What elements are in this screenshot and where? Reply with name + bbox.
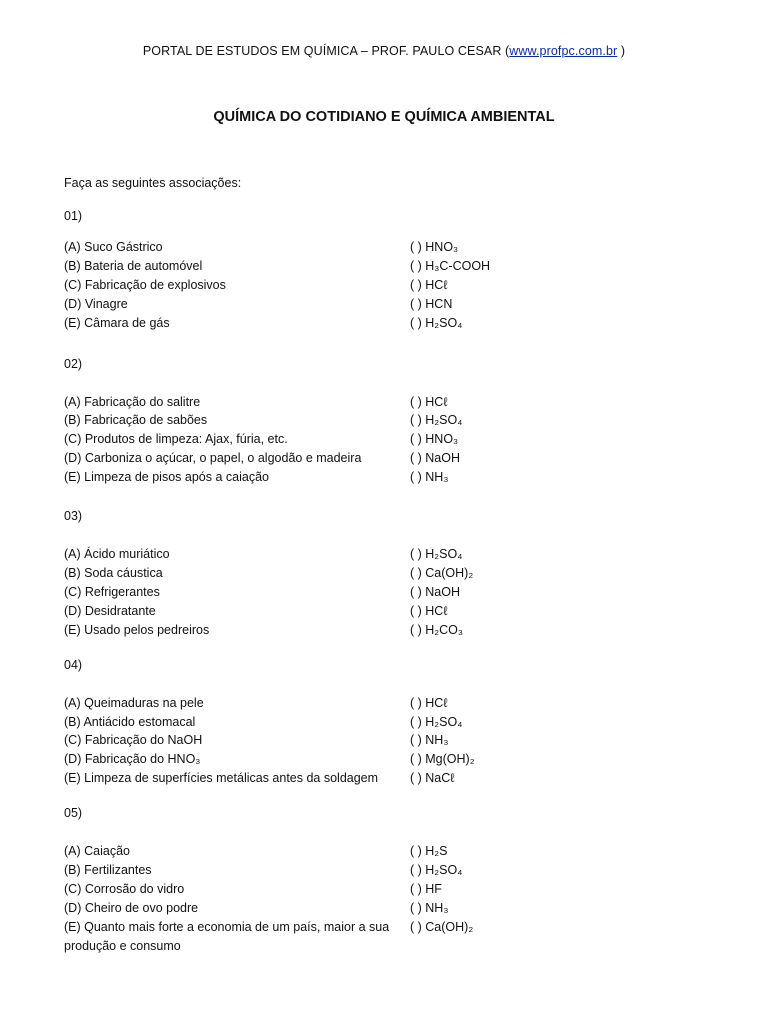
answer-blank-item[interactable]: ( ) H₂SO₄	[410, 863, 463, 878]
exercise-section	[64, 656, 714, 789]
answer-blank-item[interactable]: ( ) H₂SO₄	[410, 413, 463, 428]
association-item: (C) Produtos de limpeza: Ajax, fúria, etc.	[64, 432, 288, 447]
association-columns	[64, 238, 714, 333]
column-a	[64, 545, 410, 640]
page-header	[0, 44, 768, 58]
column-a	[64, 393, 410, 488]
answer-blank-item[interactable]: ( ) H₂CO₃	[410, 622, 463, 637]
association-item: (A) Caiação	[64, 844, 130, 859]
answer-blank-item[interactable]: ( ) HF	[410, 881, 442, 896]
exercise-section	[64, 507, 714, 640]
association-item: (E) Quanto mais forte a economia de um país, maior a sua produção e consumo	[64, 919, 390, 953]
exercise-section	[64, 207, 714, 333]
association-item: (B) Bateria de automóvel	[64, 258, 203, 273]
association-item: (D) Desidratante	[64, 603, 156, 618]
answer-blank-item[interactable]: ( ) H₂SO₄	[410, 315, 463, 330]
association-item: (A) Ácido muriático	[64, 547, 170, 562]
column-b	[410, 694, 475, 789]
answer-blank-item[interactable]: ( ) Mg(OH)₂	[410, 752, 475, 767]
association-item: (E) Limpeza de superfícies metálicas antes da soldagem	[64, 771, 379, 786]
column-b	[410, 238, 490, 333]
exercise-list	[64, 207, 714, 956]
association-item: (A) Queimaduras na pele	[64, 695, 204, 710]
association-item: (D) Vinagre	[64, 296, 128, 311]
answer-blank-item[interactable]: ( ) HNO₃	[410, 432, 459, 447]
answer-blank-item[interactable]: ( ) H₂SO₄	[410, 714, 463, 729]
answer-blank-item[interactable]: ( ) H₃C-COOH	[410, 258, 491, 273]
association-item: (C) Fabricação do NaOH	[64, 733, 203, 748]
column-a	[64, 842, 410, 955]
answer-blank-item[interactable]: ( ) Ca(OH)₂	[410, 919, 474, 934]
answer-blank-item[interactable]: ( ) HCN	[410, 296, 453, 311]
association-item: (E) Usado pelos pedreiros	[64, 622, 210, 637]
answer-blank-item[interactable]: ( ) HCℓ	[410, 277, 448, 292]
answer-blank-item[interactable]: ( ) NH₃	[410, 900, 449, 915]
answer-blank-item[interactable]: ( ) HNO₃	[410, 240, 459, 254]
association-item: (C) Corrosão do vidro	[64, 881, 185, 896]
exercise-section	[64, 355, 714, 488]
association-item: (B) Antiácido estomacal	[64, 714, 196, 729]
column-b	[410, 393, 462, 488]
exercise-number: 02)	[64, 356, 83, 371]
answer-blank-item[interactable]: ( ) NH₃	[410, 470, 449, 485]
answer-blank-item[interactable]: ( ) H₂S	[410, 844, 448, 859]
intro-text: Faça as seguintes associações:	[64, 176, 242, 190]
answer-blank-item[interactable]: ( ) H₂SO₄	[410, 547, 463, 562]
exercise-number: 05)	[64, 806, 83, 821]
column-b	[410, 545, 473, 640]
answer-blank-item[interactable]: ( ) NaOH	[410, 451, 460, 466]
header-text: PORTAL DE ESTUDOS EM QUÍMICA – PROF. PAULO CESAR (	[142, 44, 510, 58]
header-link[interactable]: www.profpc.com.br	[509, 44, 618, 58]
answer-blank-item[interactable]: ( ) NH₃	[410, 733, 449, 748]
exercise-number: 03)	[64, 509, 83, 524]
exercise-number: 04)	[64, 657, 83, 672]
header-suffix: )	[617, 44, 626, 58]
answer-blank-item[interactable]: ( ) HCℓ	[410, 603, 448, 618]
answer-blank-item[interactable]: ( ) HCℓ	[410, 394, 448, 409]
association-item: (D) Fabricação do HNO₃	[64, 752, 201, 767]
page-title: QUÍMICA DO COTIDIANO E QUÍMICA AMBIENTAL	[213, 109, 555, 125]
association-item: (D) Cheiro de ovo podre	[64, 900, 199, 915]
association-item: (C) Fabricação de explosivos	[64, 277, 226, 292]
association-item: (E) Limpeza de pisos após a caiação	[64, 470, 269, 485]
association-item: (B) Fertilizantes	[64, 863, 152, 878]
answer-blank-item[interactable]: ( ) HCℓ	[410, 695, 448, 710]
association-item: (B) Soda cáustica	[64, 565, 163, 580]
answer-blank-item[interactable]: ( ) Ca(OH)₂	[410, 565, 474, 580]
association-item: (B) Fabricação de sabões	[64, 413, 208, 428]
association-item: (D) Carboniza o açúcar, o papel, o algodão e madeira	[64, 451, 362, 466]
association-columns	[64, 694, 714, 789]
association-item: (C) Refrigerantes	[64, 584, 160, 599]
answer-blank-item[interactable]: ( ) NaOH	[410, 584, 460, 599]
association-item: (E) Câmara de gás	[64, 315, 170, 330]
association-item: (A) Fabricação do salitre	[64, 394, 201, 409]
answer-blank-item[interactable]: ( ) NaCℓ	[410, 771, 455, 786]
association-columns	[64, 842, 714, 955]
association-columns	[64, 393, 714, 488]
column-b	[410, 842, 473, 955]
column-a	[64, 694, 410, 789]
association-item: (A) Suco Gástrico	[64, 240, 163, 254]
column-a	[64, 238, 410, 333]
association-columns	[64, 545, 714, 640]
exercise-section	[64, 804, 714, 955]
exercise-number: 01)	[64, 209, 83, 223]
